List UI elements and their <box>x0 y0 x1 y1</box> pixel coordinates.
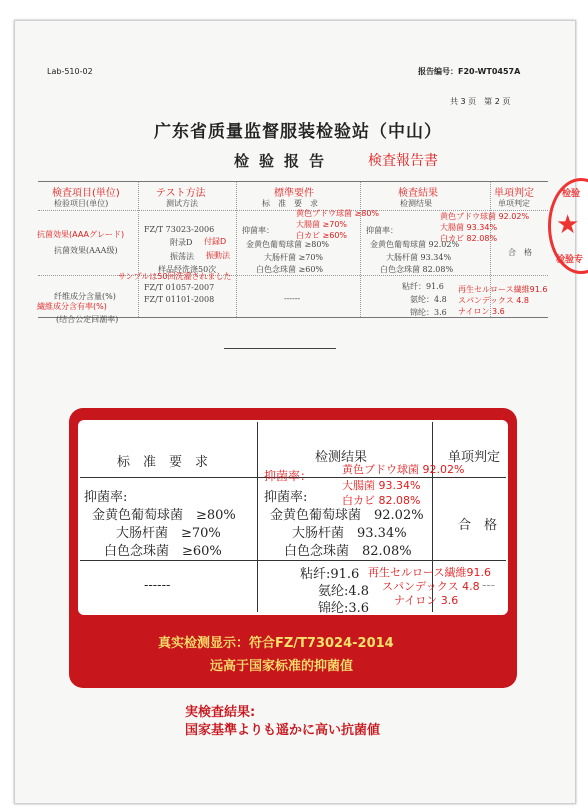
row2-result-ja-3: ナイロン 3.6 <box>458 307 505 316</box>
panel-std-line1: 金黄色葡萄球菌 ≥80% <box>92 508 236 523</box>
seal-star-icon: ★ <box>556 210 580 240</box>
row1-result-ja-3: 白カビ 82.08% <box>440 234 498 243</box>
page-title: 广东省质量监督服装检验站（中山） <box>154 122 442 142</box>
row1-item-ja: 抗菌効果(AAAグレード) <box>37 230 125 239</box>
row1-std-line2: 大肠杆菌 ≥70% <box>264 253 324 262</box>
panel-result-line3: 白色念珠菌 82.08% <box>284 544 412 559</box>
panel-result-line2: 大肠杆菌 93.34% <box>292 526 407 541</box>
row1-method-line3-ja: 振動法 <box>206 251 230 260</box>
row2-item-line2: (结合公定回潮率) <box>56 315 119 324</box>
row2-method-line2: FZ/T 01101-2008 <box>144 295 215 304</box>
row1-result-ja-2: 大腸菌 93.34% <box>440 223 498 232</box>
col-header-item: 检验项目(单位) <box>54 199 109 208</box>
row1-method-line4: 样品经洗涤50次 <box>158 265 217 274</box>
col-header-standard-ja: 標準要件 <box>274 188 314 199</box>
row1-std-line3: 白色念珠菌 ≥60% <box>256 265 324 274</box>
row1-verdict: 合 格 <box>508 248 532 257</box>
panel-header-verdict: 单项判定 <box>448 450 501 465</box>
row2-result-ja-1: 再生セルロース繊維91.6 <box>458 285 548 294</box>
panel-header-result: 检测结果 <box>315 450 368 465</box>
row1-std-ja-3: 白カビ ≥60% <box>296 231 348 240</box>
panel-row2-result-3: 锦纶:3.6 <box>318 601 370 616</box>
row1-method-line3: 振荡法 <box>170 252 194 261</box>
seal-text-bottom: 检验专 <box>556 255 584 265</box>
panel-row2-result-2: 氨纶:4.8 <box>318 584 370 599</box>
row1-method-line2-ja: 付録D <box>204 237 227 246</box>
doc-code: Lab-510-02 <box>47 67 93 76</box>
row1-std-line1: 金黄色葡萄球菌 ≥80% <box>246 240 330 249</box>
row2-method-line1: FZ/T 01057-2007 <box>144 283 215 292</box>
seal-text-top: 检验 <box>562 189 581 199</box>
panel-row2-ja-3: ナイロン 3.6 <box>394 594 459 607</box>
panel-result-ja-2: 大腸菌 93.34% <box>342 479 421 492</box>
panel-result-label-ja: 抑菌率： <box>264 469 313 483</box>
panel-row2-verdict: --- <box>482 578 496 593</box>
col-header-method-ja: テスト方法 <box>156 188 206 199</box>
panel-header-standard: 标 准 要 求 <box>117 455 209 470</box>
col-header-result: 检测结果 <box>400 199 432 208</box>
col-header-method: 测试方法 <box>166 199 198 208</box>
bottom-caption-title: 実検査結果: <box>185 705 256 720</box>
row2-result-line3: 锦纶：3.6 <box>410 308 447 317</box>
page-info: 共 3 页 第 2 页 <box>450 97 511 106</box>
panel-row2-std: ------ <box>144 578 171 593</box>
panel-row2-result-1: 粘纤:91.6 <box>300 567 360 582</box>
panel-result-line1: 金黄色葡萄球菌 92.02% <box>270 508 424 523</box>
row2-std: ------ <box>284 294 301 303</box>
col-header-verdict: 单项判定 <box>498 199 530 208</box>
row1-result-label: 抑菌率： <box>366 226 398 235</box>
row2-result-line2: 氨纶：4.8 <box>410 295 447 304</box>
report-subtitle-ja: 検査報告書 <box>368 153 438 169</box>
col-header-result-ja: 検査結果 <box>398 188 438 199</box>
panel-std-line3: 白色念珠菌 ≥60% <box>104 544 222 559</box>
row2-result-line1: 粘纤：91.6 <box>402 282 444 291</box>
panel-verdict: 合 格 <box>458 518 498 533</box>
panel-row2-ja-2: スパンデックス 4.8 <box>382 580 480 593</box>
panel-row2-ja-1: 再生セルロース繊維91.6 <box>368 566 491 579</box>
panel-footer-line2: 远高于国家标准的抑菌值 <box>210 659 354 674</box>
row1-result-line2: 大肠杆菌 93.34% <box>386 253 452 262</box>
panel-std-label: 抑菌率: <box>84 490 128 505</box>
report-number-label: 报告编号：F20-WT0457A <box>418 67 521 76</box>
row1-method-line2: 附录D <box>170 238 193 247</box>
row1-result-line3: 白色念珠菌 82.08% <box>380 265 454 274</box>
row1-note-ja: サンプルは50回洗濯されました <box>118 272 232 281</box>
panel-result-ja-3: 白カビ 82.08% <box>342 494 421 507</box>
row1-result-line1: 金黄色葡萄球菌 92.02% <box>370 240 460 249</box>
panel-std-line2: 大肠杆菌 ≥70% <box>116 526 221 541</box>
report-subtitle: 检验报告 <box>234 152 335 170</box>
divider-line <box>224 348 336 349</box>
row1-std-ja-2: 大腸菌 ≥70% <box>296 220 348 229</box>
row1-result-ja-1: 黄色ブドウ球菌 92.02% <box>440 212 530 221</box>
row2-item-line1: 纤维成分含量(%) <box>54 292 116 301</box>
panel-result-label: 抑菌率: <box>264 490 308 505</box>
row1-method-line1: FZ/T 73023-2006 <box>144 225 215 234</box>
col-header-standard: 标 准 要 求 <box>262 199 318 208</box>
panel-result-ja-1: 黄色ブドウ球菌 92.02% <box>342 463 465 476</box>
row1-item: 抗菌效果(AAA级) <box>54 246 118 255</box>
col-header-verdict-ja: 単項判定 <box>494 188 534 199</box>
row1-std-label: 抑菌率： <box>242 226 274 235</box>
row2-result-ja-2: スパンデックス 4.8 <box>458 296 530 305</box>
bottom-caption-text: 国家基準よりも遥かに高い抗菌値 <box>185 723 381 738</box>
panel-footer-line1: 真实检测显示：符合FZ/T73024-2014 <box>158 636 394 651</box>
row2-item-ja: 繊維成分含有率(%) <box>37 302 107 311</box>
col-header-item-ja: 検査項目(単位) <box>52 188 120 199</box>
row1-std-ja-1: 黄色ブドウ球菌 ≥80% <box>296 209 380 218</box>
